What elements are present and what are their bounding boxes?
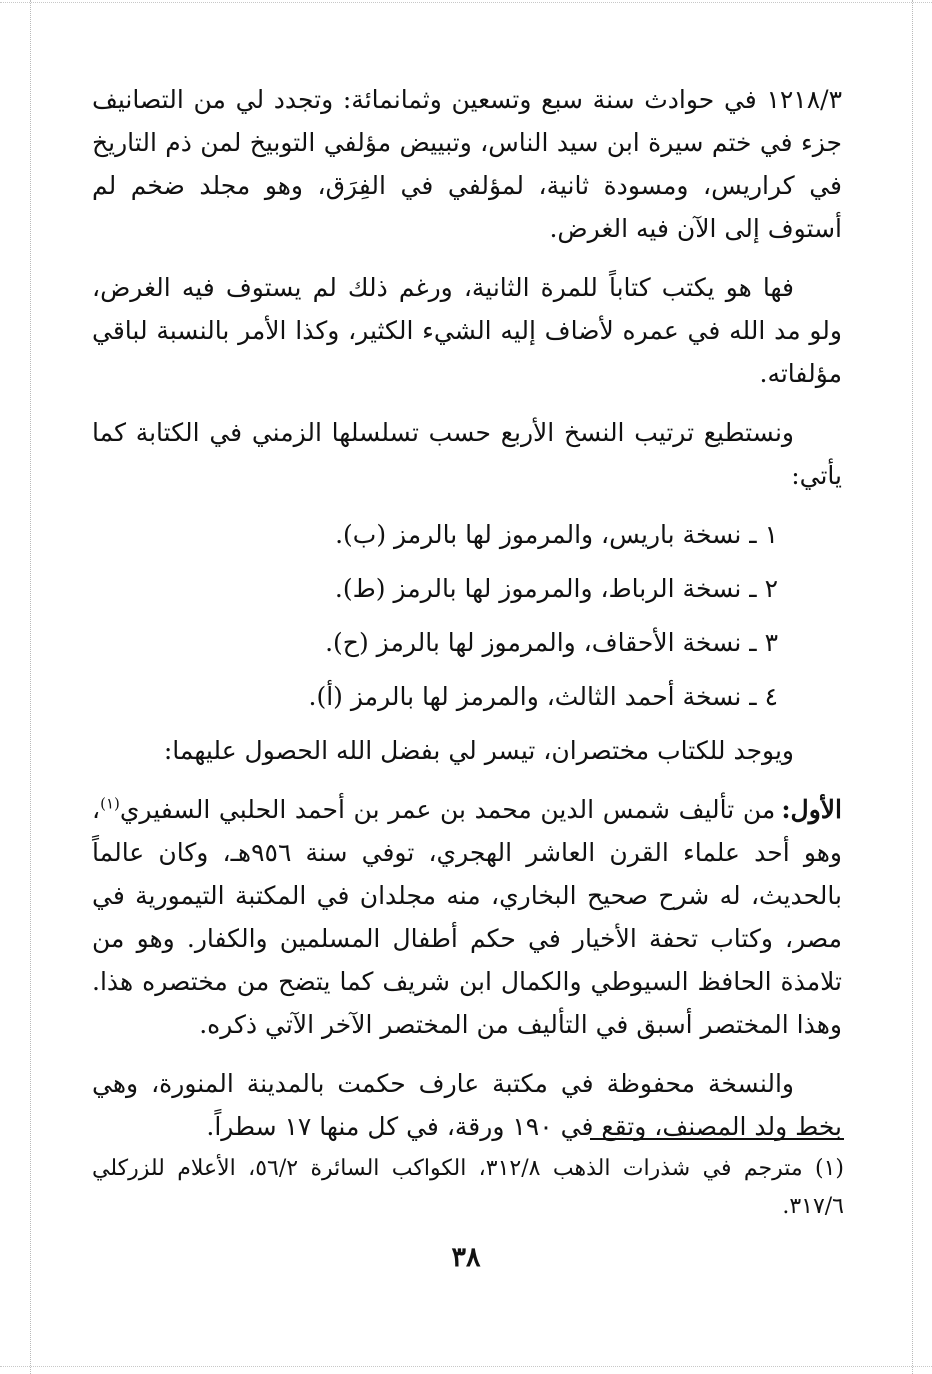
page-number: ٣٨: [451, 1242, 481, 1273]
footnote-ref[interactable]: (١): [100, 794, 120, 813]
list-item: ١ ـ نسخة باريس، والمرموز لها بالرمز (ب).: [335, 520, 778, 549]
list-item: ٤ ـ نسخة أحمد الثالث، والمرمز لها بالرمز (أ).: [308, 682, 778, 711]
scan-artifact-line: [0, 2, 932, 3]
paragraph-manuscript-location: والنسخة محفوظة في مكتبة عارف حكمت بالمدينة المنورة، وهي بخط ولد المصنف، وتقع في ١٩٠ ورقة، في كل منها ١٧ سطراً.: [92, 1069, 842, 1141]
list-item: ٣ ـ نسخة الأحقاف، والمرموز لها بالرمز (ح).: [325, 628, 778, 657]
scan-artifact-line: [0, 1366, 932, 1367]
scan-artifact-line: [912, 0, 913, 1374]
paragraph-abridgments: ويوجد للكتاب مختصران، تيسر لي بفضل الله الحصول عليهما:: [163, 736, 794, 765]
footnote: (١) مترجم في شذرات الذهب ٣١٢/٨، الكواكب السائرة ٥٦/٢، الأعلام للزركلي ٣١٧/٦.: [92, 1156, 845, 1219]
page-body: [92, 78, 842, 1164]
list-item: ٢ ـ نسخة الرباط، والمرموز لها بالرمز (ط).: [334, 574, 778, 603]
first-text-b: ، وهو أحد علماء القرن العاشر الهجري، توفي سنة ٩٥٦هـ، وكان عالماً بالحديث، له شرح صحيح البخاري، منه مجلدان في المكتبة التيمورية في مصر، وكتاب تحفة الأخيار في حكم أطفال المسلمين والكفار. وهو من تلامذة الحافظ السيوطي والكمال ابن شريف كما يتضح من مختصره هذا. وهذا المختصر أسبق في التأليف من المختصر الآخر الآتي ذكره.: [92, 795, 842, 1039]
paragraph-comment: فها هو يكتب كتاباً للمرة الثانية، ورغم ذلك لم يستوف فيه الغرض، ولو مد الله في عمره لأضاف إليه الشيء الكثير، وكذا الأمر بالنسبة لباقي مؤلفاته.: [92, 273, 842, 388]
manuscript-list: [92, 513, 842, 718]
scan-artifact-line: [30, 0, 31, 1374]
first-text-a: من تأليف شمس الدين محمد بن عمر بن أحمد الحلبي السفيري: [119, 795, 776, 824]
paragraph-quote: ١٢١٨/٣ في حوادث سنة سبع وتسعين وثمانمائة: وتجدد لي من التصانيف جزء في ختم سيرة ابن سيد الناس، وتبييض مؤلفي التوبيخ لمن ذم التاريخ في كراريس، ومسودة ثانية، لمؤلفي في الفِرَق، وهو مجلد ضخم لم أستوف إلى الآن فيه الغرض.: [92, 85, 842, 243]
footnote-separator: [590, 1138, 844, 1140]
paragraph-first-abridgment: [92, 788, 842, 1046]
first-label: الأول:: [781, 795, 842, 824]
paragraph-order-intro: ونستطيع ترتيب النسخ الأربع حسب تسلسلها الزمني في الكتابة كما يأتي:: [92, 418, 842, 490]
